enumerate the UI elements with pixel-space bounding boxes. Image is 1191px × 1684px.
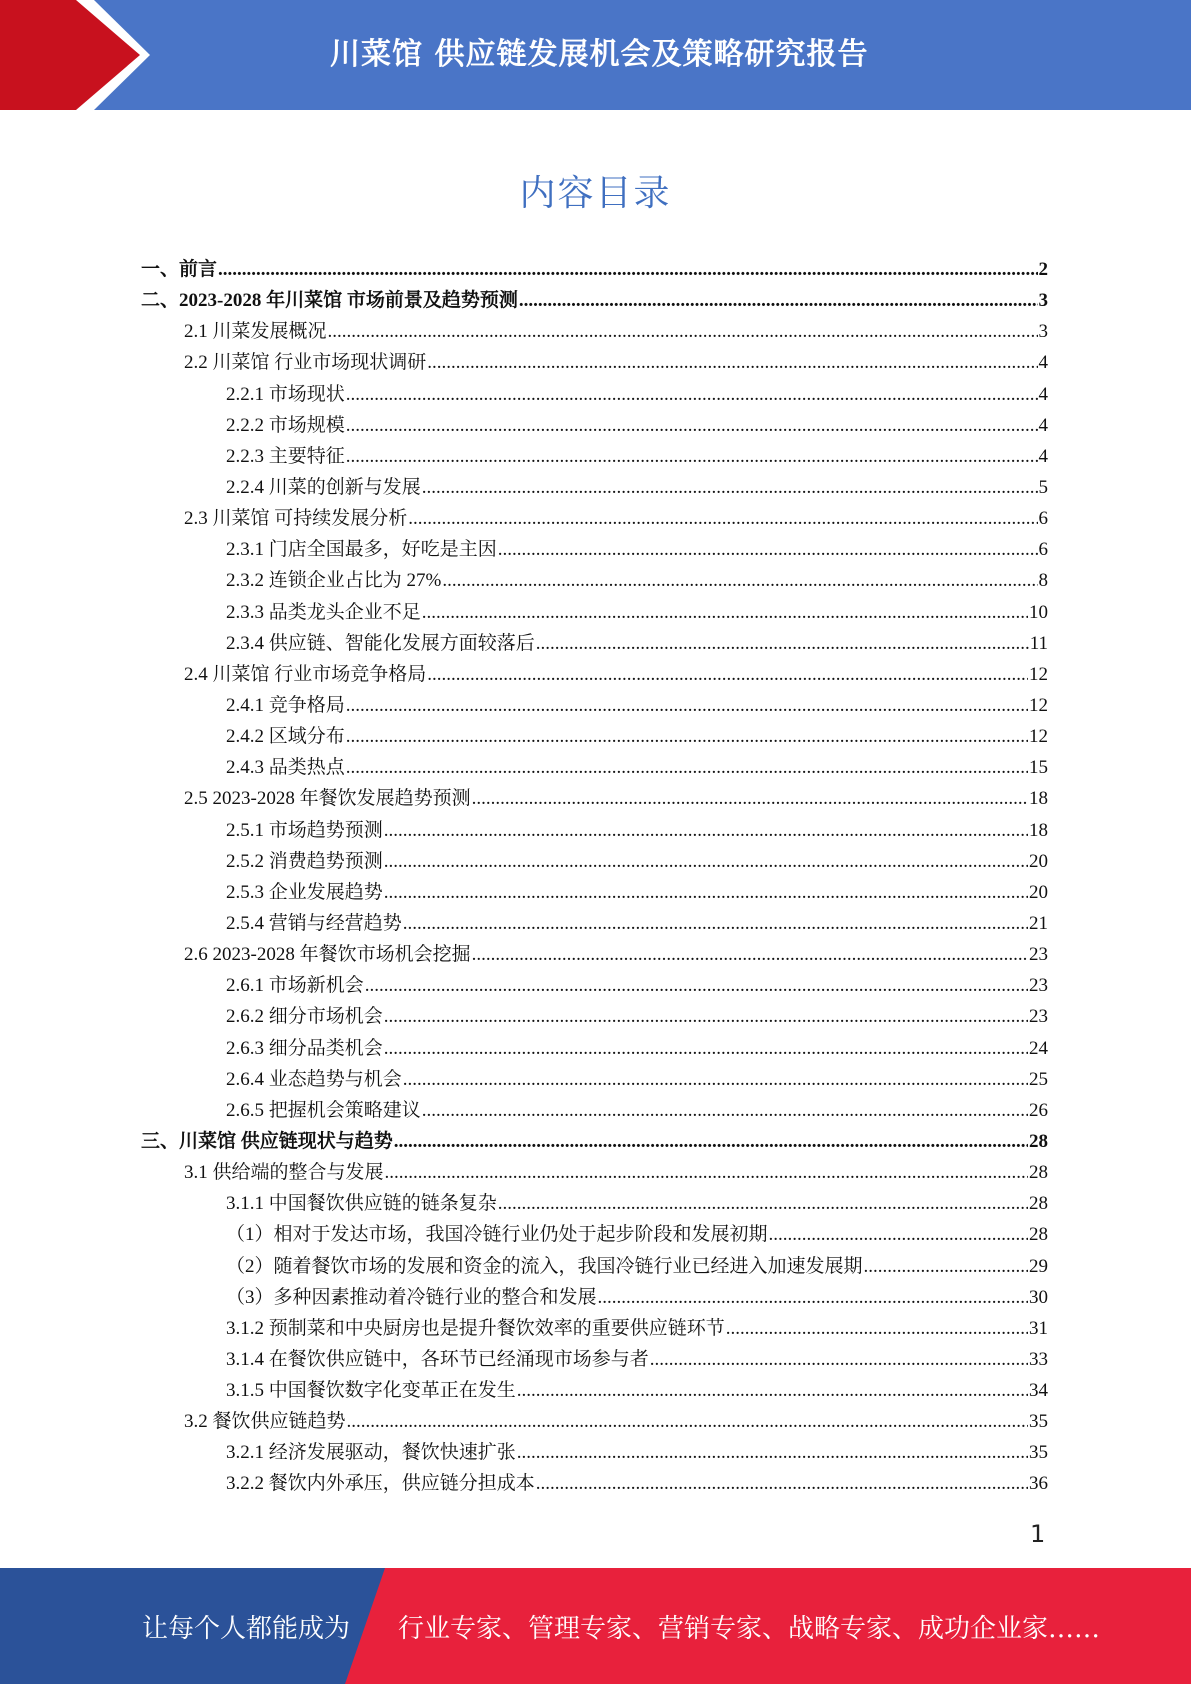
toc-entry[interactable] [141,1219,1048,1250]
toc-entry-label: 3.1.1 中国餐饮供应链的链条复杂 [226,1193,497,1215]
toc-entry-page: 2 [1038,259,1048,280]
toc-entry-label: 2.1 川菜发展概况 [184,321,327,343]
toc-entry-page: 30 [1029,1286,1048,1308]
toc-entry-page: 29 [1029,1255,1048,1277]
toc-dot-leader [346,721,1028,752]
header-banner [0,0,1191,110]
toc-entry-page: 34 [1029,1380,1048,1402]
toc-entry-label: 2.3.3 品类龙头企业不足 [226,601,421,623]
toc-entry-page: 31 [1029,1317,1048,1339]
toc-entry-label: 2.2.2 市场规模 [226,414,345,436]
toc-entry-page: 28 [1029,1162,1048,1184]
toc-entry[interactable] [141,1406,1048,1437]
footer-slogan-right: 行业专家、管理专家、营销专家、战略专家、成功企业家…… [398,1614,1101,1644]
toc-entry-label: 2.4.1 竞争格局 [226,694,345,716]
toc-entry[interactable] [141,877,1048,908]
toc-entry[interactable] [141,597,1048,628]
toc-dot-leader [427,659,1028,690]
toc-dot-leader [864,1251,1028,1282]
toc-entry-page: 10 [1029,601,1048,623]
toc-entry[interactable] [141,659,1048,690]
toc-dot-leader [519,285,1038,316]
toc-entry-label: （3）多种因素推动着冷链行业的整合和发展 [226,1286,597,1308]
toc-entry-label: 一、前言 [141,259,218,280]
toc-entry[interactable] [141,939,1048,970]
toc-entry[interactable] [141,1282,1048,1313]
toc-entry-page: 18 [1029,788,1048,810]
toc-entry-page: 28 [1029,1193,1048,1215]
toc-entry[interactable] [141,1375,1048,1406]
toc-entry[interactable] [141,628,1048,659]
toc-entry-label: 2.4.2 区域分布 [226,726,345,748]
toc-entry-page: 4 [1038,414,1048,436]
toc-entry-page: 21 [1029,912,1048,934]
toc-entry-label: 2.5.3 企业发展趋势 [226,881,383,903]
toc-entry[interactable] [141,285,1048,316]
toc-entry-label: 2.2.1 市场现状 [226,383,345,405]
toc-entry-label: 2.6.2 细分市场机会 [226,1006,383,1028]
toc-entry-label: 2.5.2 消费趋势预测 [226,850,383,872]
toc-entry[interactable] [141,410,1048,441]
toc-heading: 内容目录 [519,173,672,214]
toc-entry-label: 2.3 川菜馆 可持续发展分析 [184,508,408,530]
toc-entry-page: 4 [1038,383,1048,405]
toc-entry-label: 3.2.1 经济发展驱动，餐饮快速扩张 [226,1442,516,1464]
toc-dot-leader [422,597,1028,628]
toc-entry-label: 3.1.4 在餐饮供应链中，各环节已经涌现市场参与者 [226,1348,649,1370]
toc-entry[interactable] [141,254,1048,285]
toc-dot-leader [384,815,1028,846]
toc-entry[interactable] [141,815,1048,846]
toc-entry[interactable] [141,1468,1048,1499]
toc-dot-leader [394,1126,1028,1157]
toc-dot-leader [346,752,1028,783]
toc-entry-page: 36 [1029,1473,1048,1495]
toc-entry-label: （1）相对于发达市场，我国冷链行业仍处于起步阶段和发展初期 [226,1224,768,1246]
footer-slogan-left: 让每个人都能成为 [142,1614,351,1644]
toc-entry-page: 23 [1029,975,1048,997]
report-title: 川菜馆 供应链发展机会及策略研究报告 [330,37,869,72]
toc-entry[interactable] [141,534,1048,565]
toc-dot-leader [442,565,1037,596]
toc-entry[interactable] [141,690,1048,721]
toc-entry-label: 三、川菜馆 供应链现状与趋势 [141,1130,393,1152]
toc-entry-label: （2）随着餐饮市场的发展和资金的流入，我国冷链行业已经进入加速发展期 [226,1255,863,1277]
toc-entry[interactable] [141,970,1048,1001]
toc-entry[interactable] [141,1001,1048,1032]
toc-entry[interactable] [141,752,1048,783]
toc-entry-page: 23 [1029,1006,1048,1028]
toc-entry[interactable] [141,1313,1048,1344]
toc-entry-page: 15 [1029,757,1048,779]
toc-entry[interactable] [141,1251,1048,1282]
toc-dot-leader [347,1406,1028,1437]
toc-dot-leader [384,1033,1028,1064]
toc-entry-page: 5 [1038,476,1048,498]
toc-entry[interactable] [141,1064,1048,1095]
toc-entry-page: 35 [1029,1442,1048,1464]
toc-dot-leader [422,1095,1028,1126]
toc-entry-label: 2.4 川菜馆 行业市场竞争格局 [184,663,427,685]
toc-dot-leader [346,410,1038,441]
toc-entry-page: 33 [1029,1348,1048,1370]
toc-entry[interactable] [141,908,1048,939]
toc-entry[interactable] [141,379,1048,410]
toc-entry-page: 35 [1029,1411,1048,1433]
toc-dot-leader [517,1437,1028,1468]
toc-entry-label: 2.6 2023-2028 年餐饮市场机会挖掘 [184,944,471,966]
toc-entry-page: 12 [1029,726,1048,748]
page-number: 1 [1030,1520,1046,1548]
toc-entry-label: 3.2.2 餐饮内外承压，供应链分担成本 [226,1473,535,1495]
toc-dot-leader [385,1157,1028,1188]
toc-dot-leader [346,379,1038,410]
toc-entry-label: 2.4.3 品类热点 [226,757,345,779]
toc-entry-page: 6 [1038,508,1048,530]
toc-dot-leader [598,1282,1028,1313]
toc-entry[interactable] [141,1033,1048,1064]
toc-dot-leader [472,783,1028,814]
toc-dot-leader [536,628,1029,659]
toc-dot-leader [536,1468,1028,1499]
toc-dot-leader [472,939,1028,970]
toc-entry-label: 2.6.5 把握机会策略建议 [226,1099,421,1121]
toc-dot-leader [384,877,1028,908]
toc-entry-label: 3.1 供给端的整合与发展 [184,1162,384,1184]
toc-entry-label: 3.2 餐饮供应链趋势 [184,1411,346,1433]
toc-entry-label: 2.3.1 门店全国最多，好吃是主因 [226,539,497,561]
toc-entry-label: 2.6.1 市场新机会 [226,975,364,997]
toc-entry-page: 18 [1029,819,1048,841]
toc-entry[interactable] [141,783,1048,814]
toc-entry-page: 12 [1029,694,1048,716]
toc-dot-leader [218,254,1037,285]
toc-entry[interactable] [141,316,1048,347]
toc-entry-label: 2.5 2023-2028 年餐饮发展趋势预测 [184,788,471,810]
toc-entry[interactable] [141,1157,1048,1188]
toc-dot-leader [517,1375,1028,1406]
toc-entry-label: 2.3.2 连锁企业占比为 27% [226,570,442,592]
chevron-arrow-icon [0,0,140,110]
toc-entry-page: 28 [1029,1224,1048,1246]
toc-dot-leader [408,503,1037,534]
toc-entry-label: 3.1.5 中国餐饮数字化变革正在发生 [226,1380,516,1402]
toc-dot-leader [365,970,1028,1001]
toc-entry-label: 2.5.4 营销与经营趋势 [226,912,402,934]
toc-dot-leader [403,908,1028,939]
toc-entry[interactable] [141,1126,1048,1157]
toc-dot-leader [384,1001,1028,1032]
toc-entry-label: 2.6.4 业态趋势与机会 [226,1068,402,1090]
toc-entry-page: 4 [1038,352,1048,374]
toc-entry[interactable] [141,721,1048,752]
toc-entry[interactable] [141,472,1048,503]
toc-dot-leader [346,441,1038,472]
toc-entry-page: 4 [1038,445,1048,467]
toc-entry-label: 2.6.3 细分品类机会 [226,1037,383,1059]
toc-entry-label: 二、2023-2028 年川菜馆 市场前景及趋势预测 [141,290,518,312]
toc-dot-leader [422,472,1038,503]
toc-entry-page: 6 [1038,539,1048,561]
toc-entry-page: 23 [1029,944,1048,966]
toc-entry[interactable] [141,503,1048,534]
toc-dot-leader [650,1344,1028,1375]
toc-dot-leader [498,534,1038,565]
toc-dot-leader [726,1313,1028,1344]
toc-entry-page: 20 [1029,881,1048,903]
footer-banner [0,1568,1191,1684]
toc-entry[interactable] [141,565,1048,596]
toc-entry-page: 28 [1029,1130,1048,1152]
toc-entry[interactable] [141,1344,1048,1375]
toc-entry-page: 8 [1038,570,1048,592]
toc-dot-leader [769,1219,1028,1250]
toc-entry-label: 2.2.3 主要特征 [226,445,345,467]
table-of-contents [141,254,1048,1500]
toc-entry-page: 26 [1029,1099,1048,1121]
toc-entry-page: 25 [1029,1068,1048,1090]
toc-dot-leader [403,1064,1028,1095]
toc-entry[interactable] [141,347,1048,378]
toc-entry-page: 24 [1029,1037,1048,1059]
toc-entry-label: 2.2 川菜馆 行业市场现状调研 [184,352,427,374]
toc-entry-page: 11 [1029,632,1048,654]
toc-dot-leader [346,690,1028,721]
toc-entry[interactable] [141,846,1048,877]
toc-entry-label: 3.1.2 预制菜和中央厨房也是提升餐饮效率的重要供应链环节 [226,1317,725,1339]
toc-entry-label: 2.2.4 川菜的创新与发展 [226,476,421,498]
toc-entry-page: 3 [1038,290,1048,312]
toc-dot-leader [498,1188,1028,1219]
toc-entry-page: 12 [1029,663,1048,685]
toc-entry-label: 2.5.1 市场趋势预测 [226,819,383,841]
toc-entry[interactable] [141,1437,1048,1468]
toc-dot-leader [384,846,1028,877]
toc-entry-label: 2.3.4 供应链、智能化发展方面较落后 [226,632,535,654]
toc-entry[interactable] [141,441,1048,472]
toc-entry[interactable] [141,1188,1048,1219]
toc-entry-page: 3 [1038,321,1048,343]
toc-dot-leader [328,316,1038,347]
toc-entry-page: 20 [1029,850,1048,872]
toc-entry[interactable] [141,1095,1048,1126]
toc-dot-leader [427,347,1037,378]
